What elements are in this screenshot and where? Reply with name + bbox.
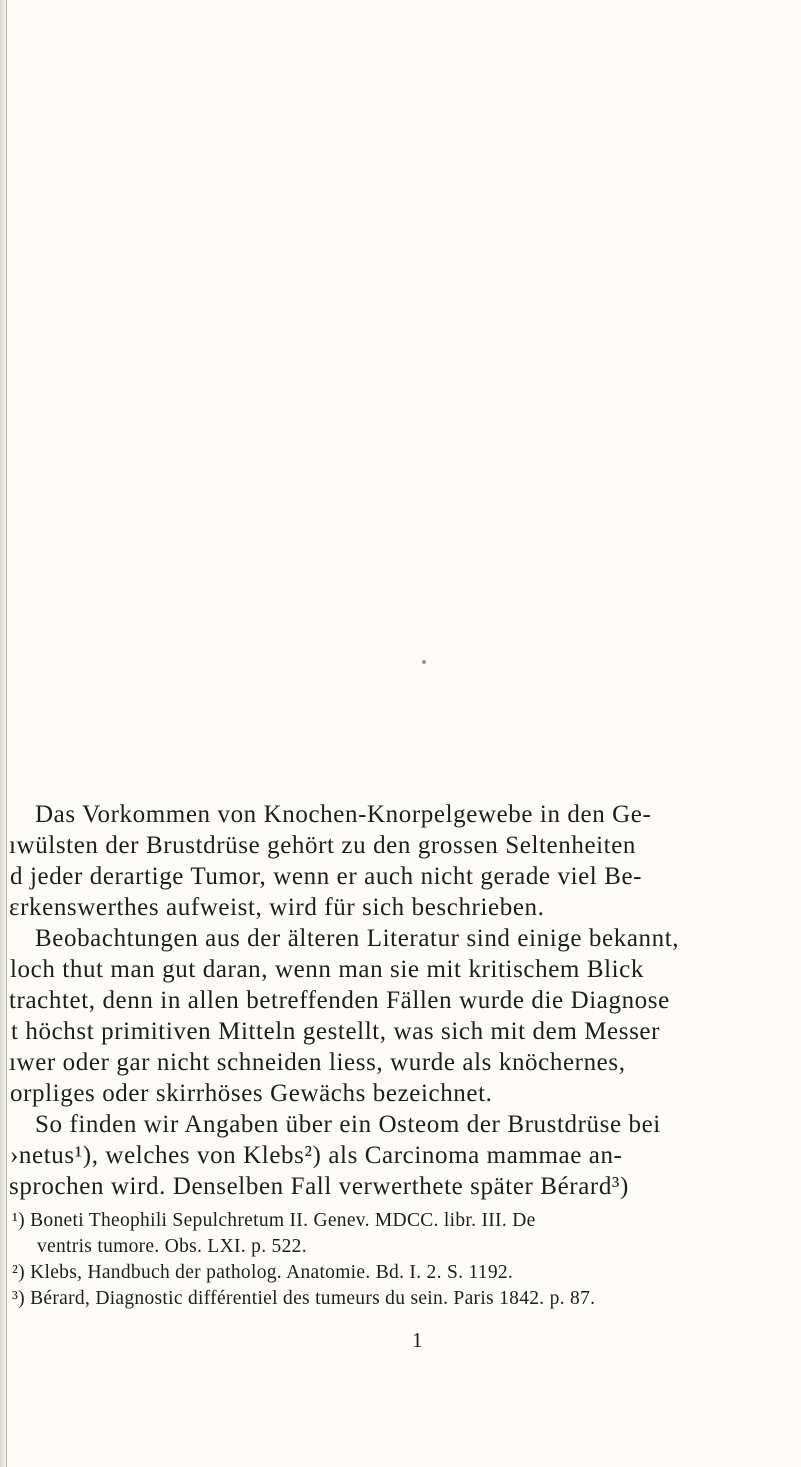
body-line-4: ɛrkenswerthes aufweist, wird für sich beschrieben. (9, 894, 545, 921)
body-line-1: Das Vorkommen von Knochen-Knorpelgewebe in den Ge- (35, 801, 652, 828)
body-line-3: d jeder derartige Tumor, wenn er auch nicht gerade viel Be- (10, 863, 643, 890)
body-line-5: Beobachtungen aus der älteren Literatur sind einige bekannt, (35, 925, 680, 952)
footnote-2: ²) Klebs, Handbuch der patholog. Anatomie. Bd. I. 2. S. 1192. (12, 1262, 514, 1283)
footnote-1-continuation: ventris tumore. Obs. LXI. p. 522. (37, 1236, 307, 1257)
footnote-1: ¹) Boneti Theophili Sepulchretum II. Genev. MDCC. libr. III. De (12, 1210, 536, 1231)
footnote-3: ³) Bérard, Diagnostic différentiel des tumeurs du sein. Paris 1842. p. 87. (12, 1288, 596, 1309)
page-number: 1 (412, 1328, 423, 1352)
body-line-7: trachtet, denn in allen betreffenden Fällen wurde die Diagnose (9, 987, 670, 1014)
body-line-10: orpliges oder skirrhöses Gewächs bezeichnet. (10, 1080, 493, 1107)
body-line-6: loch thut man gut daran, wenn man sie mit kritischem Blick (10, 956, 644, 983)
binding-edge-line (6, 0, 7, 1467)
body-line-8: t höchst primitiven Mitteln gestellt, was sich mit dem Messer (11, 1018, 661, 1045)
paper-speck (422, 660, 426, 664)
body-line-2: ıwülsten der Brustdrüse gehört zu den grossen Seltenheiten (9, 832, 637, 859)
body-line-9: ıwer oder gar nicht schneiden liess, wurde als knöchernes, (9, 1049, 626, 1076)
body-line-11: So finden wir Angaben über ein Osteom der Brustdrüse bei (35, 1111, 661, 1138)
body-line-13: sprochen wird. Denselben Fall verwerthete später Bérard³) (9, 1173, 629, 1200)
body-line-12: ›netus¹), welches von Klebs²) als Carcinoma mammae an- (10, 1142, 623, 1169)
